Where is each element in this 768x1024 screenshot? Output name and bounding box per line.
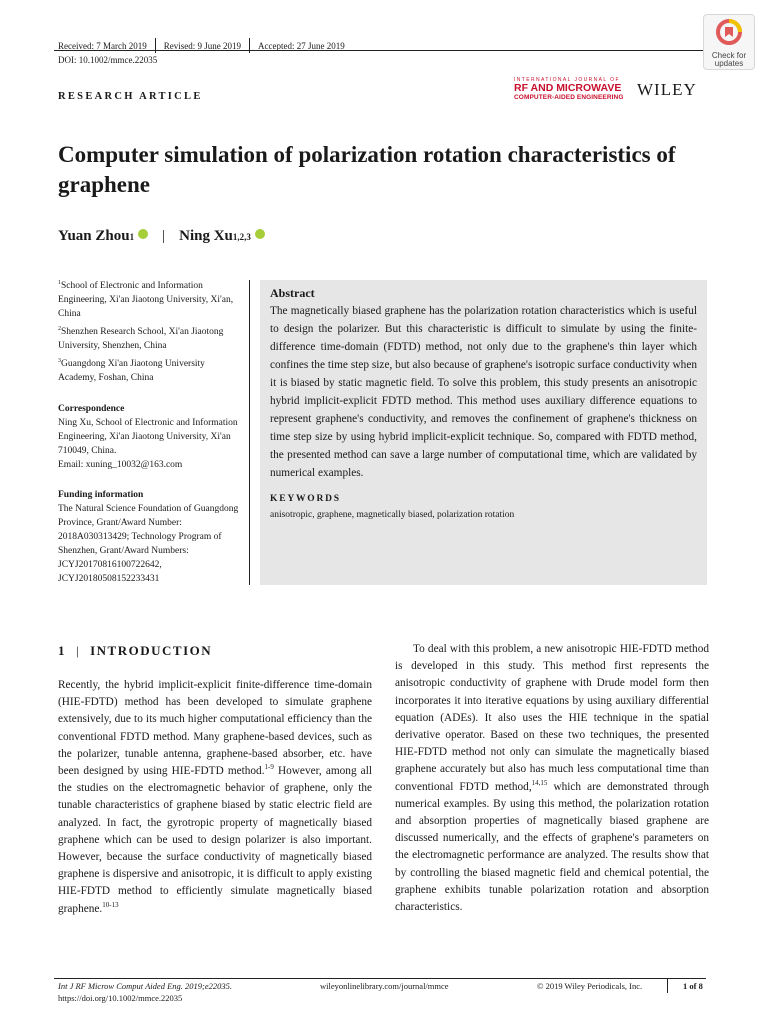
funding-heading: Funding information xyxy=(58,490,144,500)
citation-ref[interactable]: 1-9 xyxy=(264,763,274,772)
affiliation-item xyxy=(58,357,240,385)
journal-logo xyxy=(514,77,630,101)
page-number: 1 of 8 xyxy=(683,981,703,991)
correspondence-block xyxy=(58,402,240,472)
funding-text: The Natural Science Foundation of Guangdong Province, Grant/Award Number: 2018A030313429; Technology Program of Shenzhen, Grant/Award Numbers: JCYJ20170816100722642, JCYJ20180508152233431 xyxy=(58,504,239,584)
keywords-text: anisotropic, graphene, magnetically biased, polarization rotation xyxy=(270,510,515,520)
revised-date: Revised: 9 June 2019 xyxy=(163,40,241,51)
check-for-updates-badge[interactable] xyxy=(703,14,755,70)
paragraph-text: However, among all the studies on the electromagnetic behavior of graphene, only the tunable characteristics of graphene biased by static electric field are analyzed. In fact, the gyrotropic property of magnetically biased graphene which can be used to design polarizer is also important. However, because the surface conductivity of magnetically biased graphene is dispersive and anisotropic, it is difficult to apply existing HIE-FDTD method to efficiently simulate magnetically biased graphene. xyxy=(58,765,372,915)
copyright: © 2019 Wiley Periodicals, Inc. xyxy=(537,981,643,991)
doi-link[interactable]: https://doi.org/10.1002/mmce.22035 xyxy=(58,993,183,1003)
section-heading xyxy=(58,643,212,659)
correspondence-heading: Correspondence xyxy=(58,404,125,414)
section-title: INTRODUCTION xyxy=(90,643,213,658)
doi: DOI: 10.1002/mmce.22035 xyxy=(58,55,158,65)
website-link[interactable]: wileyonlinelibrary.com/journal/mmce xyxy=(320,981,449,991)
article-type: RESEARCH ARTICLE xyxy=(58,91,203,102)
footer-divider xyxy=(667,979,668,993)
affiliation-text: Guangdong Xi'an Jiaotong University Academy, Foshan, China xyxy=(58,359,205,383)
section-separator: | xyxy=(76,643,81,658)
author-affiliation-ref: 1,2,3 xyxy=(232,231,251,242)
affiliation-text: Shenzhen Research School, Xi'an Jiaotong University, Shenzhen, China xyxy=(58,327,224,351)
affiliation-number: 1 xyxy=(58,279,61,286)
orcid-icon[interactable] xyxy=(255,229,265,239)
body-paragraph xyxy=(58,677,372,918)
check-updates-line2: updates xyxy=(714,59,744,68)
keywords-heading: KEYWORDS xyxy=(270,494,341,504)
author-affiliation-ref: 1 xyxy=(129,231,135,242)
check-updates-icon xyxy=(716,19,742,45)
abstract-text: The magnetically biased graphene has the polarization rotation characteristics which is useful to design the polarizer. But this characteristic is difficult to simulate by using the finite-difference time-domain (FDTD) method, not only due to the graphene's thin layer which confines the time step size, but also because of graphene's isotropic surface conductivity when it is biased by static magnetic field. To solve this problem, this study presents an anisotropic hybrid implicit-explicit FDTD method. This method uses auxiliary difference equations to represent graphene's conductivity, and removes the confinement of graphene's thickness on time step size by using hybrid implicit-explicit technique. So, compared with FDTD method, the presented method can save a large number of computational time, which are validated by numerical examples. xyxy=(270,305,697,479)
correspondence-text: Ning Xu, School of Electronic and Information Engineering, Xi'an Jiaotong University, Xi'an 710049, China. xyxy=(58,418,238,456)
correspondence-email[interactable]: Email: xuning_10032@163.com xyxy=(58,460,183,470)
abstract-box xyxy=(260,280,707,585)
affiliation-number: 2 xyxy=(58,325,61,332)
affiliation-number: 3 xyxy=(58,357,61,364)
author-name[interactable]: Ning Xu xyxy=(179,228,233,244)
section-number: 1 xyxy=(58,643,66,658)
author-separator: | xyxy=(162,228,166,244)
citation-ref[interactable]: 10-13 xyxy=(102,900,119,909)
check-updates-line1: Check for xyxy=(711,51,747,60)
article-title: Computer simulation of polarization rotation characteristics of graphene xyxy=(58,142,676,197)
paragraph-text: To deal with this problem, a new anisotropic HIE-FDTD method is developed in this study. This method first represents the anisotropic conductivity of graphene with Drude model form then incorporates it into iterative equations by using auxiliary differential equation (ADEs). It also uses the HIE technique in the spatial derivative operator. Based on these two techniques, the presented HIE-FDTD method not only can simulate the magnetically biased graphene accurately but also has much less computational time than conventional FDTD method, xyxy=(395,643,709,793)
orcid-icon[interactable] xyxy=(138,229,148,239)
header-rule xyxy=(54,50,706,51)
side-column-divider xyxy=(249,280,250,585)
footer-rule xyxy=(54,978,706,979)
paragraph-text: which are demonstrated through numerical examples. By using this method, the polarization rotation and absorption properties of magnetically biased graphene are discussed numerically, and the effects of graphene's parameters on the electromagnetic performance are analyzed. The results show that by controlling the biased magnetic field and chemical potential, the graphene exhibits tunable polarization rotation and absorption characteristics. xyxy=(395,780,709,914)
affiliation-text: School of Electronic and Information Engineering, Xi'an Jiaotong University, Xi'an, China xyxy=(58,281,234,319)
journal-line3: COMPUTER-AIDED ENGINEERING xyxy=(514,94,624,101)
abstract-heading: Abstract xyxy=(270,286,315,300)
affiliation-item xyxy=(58,279,240,321)
journal-line2: RF AND MICROWAVE xyxy=(514,82,622,94)
paragraph-text: Recently, the hybrid implicit-explicit finite-difference time-domain (HIE-FDTD) method has been developed to simulate graphene extensively, due to its much higher computational efficiency than the conventional FDTD method. Many graphene-based devices, such as the polarizer, tunable antenna, graphene-based absorber, etc. have been designed by using HIE-FDTD method. xyxy=(58,679,372,778)
author-list xyxy=(58,228,265,245)
journal-line1: INTERNATIONAL JOURNAL OF xyxy=(514,77,620,83)
funding-block xyxy=(58,488,240,586)
footer-citation xyxy=(58,980,232,1004)
author-name[interactable]: Yuan Zhou xyxy=(58,228,130,244)
journal-citation: Int J RF Microw Comput Aided Eng. 2019;e22035. xyxy=(58,981,232,991)
citation-ref[interactable]: 14,15 xyxy=(531,778,548,787)
accepted-date: Accepted: 27 June 2019 xyxy=(257,40,345,51)
received-date: Received: 7 March 2019 xyxy=(58,40,147,51)
publisher-logo: WILEY xyxy=(637,80,697,99)
affiliation-item xyxy=(58,325,240,353)
body-paragraph xyxy=(395,641,709,916)
